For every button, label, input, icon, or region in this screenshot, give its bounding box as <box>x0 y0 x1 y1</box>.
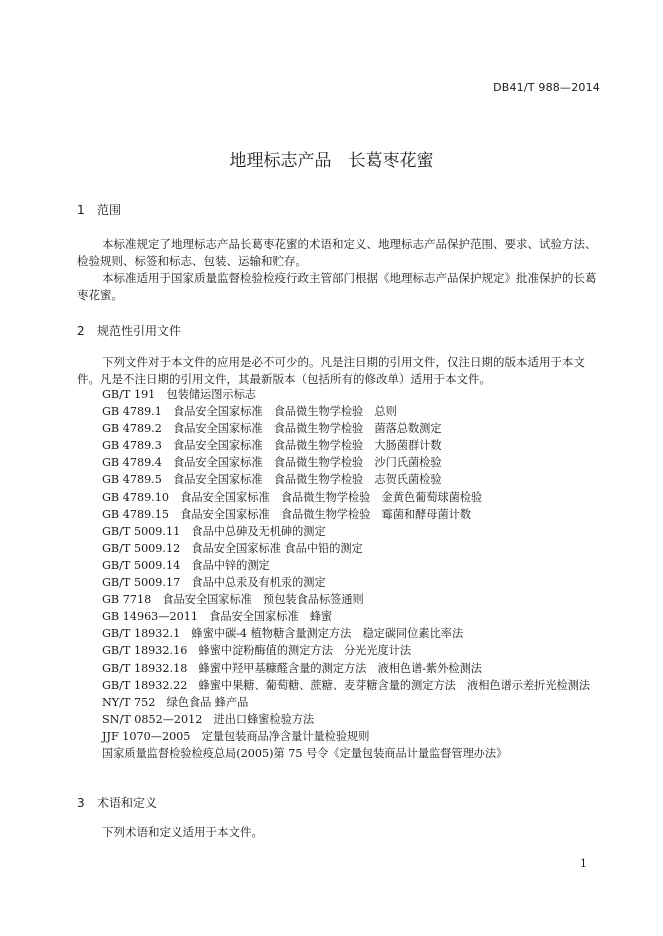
document-title: 地理标志产品 长葛枣花蜜 <box>229 151 434 171</box>
reference-item: GB/T 5009.11 食品中总砷及无机砷的测定 <box>102 524 326 538</box>
reference-item: GB 14963—2011 食品安全国家标准 蜂蜜 <box>102 610 333 624</box>
reference-item: GB 7718 食品安全国家标准 预包装食品标签通则 <box>102 593 364 607</box>
section-heading-terms-definitions <box>77 794 157 811</box>
section-heading-normative-references <box>77 322 181 339</box>
reference-item: GB/T 5009.12 食品安全国家标准 食品中铅的测定 <box>102 541 363 555</box>
section-number: 3 <box>77 796 85 810</box>
reference-item: GB/T 191 包装储运图示标志 <box>102 388 256 401</box>
page-number: 1 <box>580 857 587 870</box>
references-intro <box>77 354 607 388</box>
reference-item: GB 4789.4 食品安全国家标准 食品微生物学检验 沙门氏菌检验 <box>102 456 442 470</box>
scope-paragraph-2 <box>77 270 607 304</box>
section-title: 规范性引用文件 <box>97 324 182 338</box>
reference-item: SN/T 0852—2012 进出口蜂蜜检验方法 <box>102 712 315 726</box>
document-code: DB41/T 988—2014 <box>493 81 600 94</box>
section-heading-scope <box>77 201 121 218</box>
paragraph-text: 下列术语和定义适用于本文件。 <box>102 825 263 839</box>
reference-item: NY/T 752 绿色食品 蜂产品 <box>102 695 249 709</box>
reference-item: GB/T 18932.16 蜂蜜中淀粉酶值的测定方法 分光光度计法 <box>102 644 412 658</box>
reference-item: GB 4789.5 食品安全国家标准 食品微生物学检验 志贺氏菌检验 <box>102 473 442 487</box>
section-title: 范围 <box>97 203 122 217</box>
scope-paragraph-1 <box>77 236 607 270</box>
reference-item: GB/T 5009.14 食品中锌的测定 <box>102 558 270 572</box>
reference-item: GB/T 18932.22 蜂蜜中果糖、葡萄糖、蔗糖、麦芽糖含量的测定方法 液相色谱示差折光检测法 <box>102 678 591 692</box>
reference-item: GB/T 18932.18 蜂蜜中羟甲基糠醛含量的测定方法 液相色谱-紫外检测法 <box>102 661 482 675</box>
reference-list <box>102 386 590 762</box>
reference-item: JJF 1070—2005 定量包装商品净含量计量检验规则 <box>102 729 370 743</box>
paragraph-text: 本标准规定了地理标志产品长葛枣花蜜的术语和定义、地理标志产品保护范围、要求、试验方法、检验规则、标签和标志、包装、运输和贮存。 <box>77 237 597 268</box>
paragraph-text: 本标准适用于国家质量监督检验检疫行政主管部门根据《地理标志产品保护规定》批准保护的长葛枣花蜜。 <box>77 271 597 302</box>
section-number: 2 <box>77 324 85 338</box>
reference-item: GB 4789.15 食品安全国家标准 食品微生物学检验 霉菌和酵母菌计数 <box>102 507 472 521</box>
reference-item: 国家质量监督检验检疫总局(2005)第 75 号令《定量包装商品计量监督管理办法》 <box>102 746 508 760</box>
section-title: 术语和定义 <box>97 796 158 810</box>
reference-item: GB 4789.1 食品安全国家标准 食品微生物学检验 总则 <box>102 405 397 419</box>
paragraph-text: 下列文件对于本文件的应用是必不可少的。凡是注日期的引用文件，仅注日期的版本适用于本文件。凡是不注日期的引用文件，其最新版本（包括所有的修改单）适用于本文件。 <box>77 355 585 386</box>
terms-intro <box>77 824 607 841</box>
reference-item: GB/T 5009.17 食品中总汞及有机汞的测定 <box>102 576 326 590</box>
section-number: 1 <box>77 203 85 217</box>
reference-item: GB 4789.2 食品安全国家标准 食品微生物学检验 菌落总数测定 <box>102 422 442 436</box>
reference-item: GB 4789.3 食品安全国家标准 食品微生物学检验 大肠菌群计数 <box>102 439 442 453</box>
reference-item: GB/T 18932.1 蜂蜜中碳-4 植物糖含量测定方法 稳定碳同位素比率法 <box>102 627 464 641</box>
reference-item: GB 4789.10 食品安全国家标准 食品微生物学检验 金黄色葡萄球菌检验 <box>102 490 483 504</box>
